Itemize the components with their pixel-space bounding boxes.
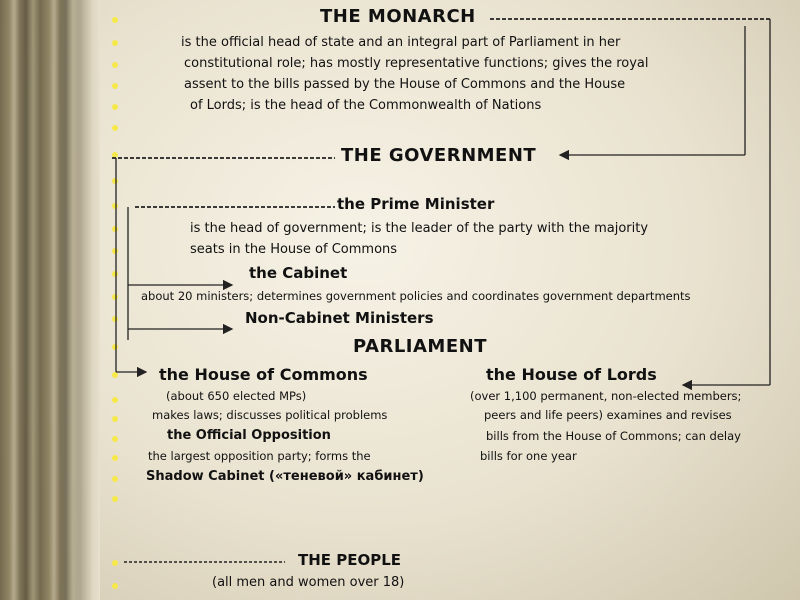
people-title: THE PEOPLE <box>298 551 402 569</box>
noncabinet-title: Non-Cabinet Ministers <box>245 309 434 327</box>
pm-line-2: seats in the House of Commons <box>190 242 398 257</box>
lords-line-2: peers and life peers) examines and revises <box>484 408 732 422</box>
lords-title: the House of Lords <box>486 365 657 384</box>
cabinet-title: the Cabinet <box>249 264 348 282</box>
lords-line-4: bills for one year <box>480 449 577 463</box>
commons-line-3: the largest opposition party; forms the <box>148 449 371 463</box>
commons-line-2: makes laws; discusses political problems <box>152 408 388 422</box>
commons-line-1: (about 650 elected MPs) <box>166 389 307 403</box>
prime-minister-title: the Prime Minister <box>337 195 495 213</box>
monarch-title: THE MONARCH <box>320 6 476 27</box>
government-title: THE GOVERNMENT <box>341 145 537 166</box>
shadow-cabinet: Shadow Cabinet («теневой» кабинет) <box>146 469 424 484</box>
monarch-line-2: constitutional role; has mostly representative functions; gives the royal <box>184 56 649 71</box>
official-opposition: the Official Opposition <box>167 428 331 443</box>
monarch-line-3: assent to the bills passed by the House of Commons and the House <box>184 77 626 92</box>
pm-line-1: is the head of government; is the leader of the party with the majority <box>190 221 649 236</box>
lords-line-3: bills from the House of Commons; can delay <box>486 429 741 443</box>
cabinet-description: about 20 ministers; determines government policies and coordinates government departments <box>141 289 691 303</box>
monarch-line-1: is the official head of state and an integral part of Parliament in her <box>181 35 621 50</box>
monarch-line-4: of Lords; is the head of the Commonwealth of Nations <box>190 98 542 113</box>
commons-title: the House of Commons <box>159 365 368 384</box>
lords-line-1: (over 1,100 permanent, non-elected members; <box>470 389 742 403</box>
parliament-title: PARLIAMENT <box>353 336 487 357</box>
people-description: (all men and women over 18) <box>212 575 405 590</box>
